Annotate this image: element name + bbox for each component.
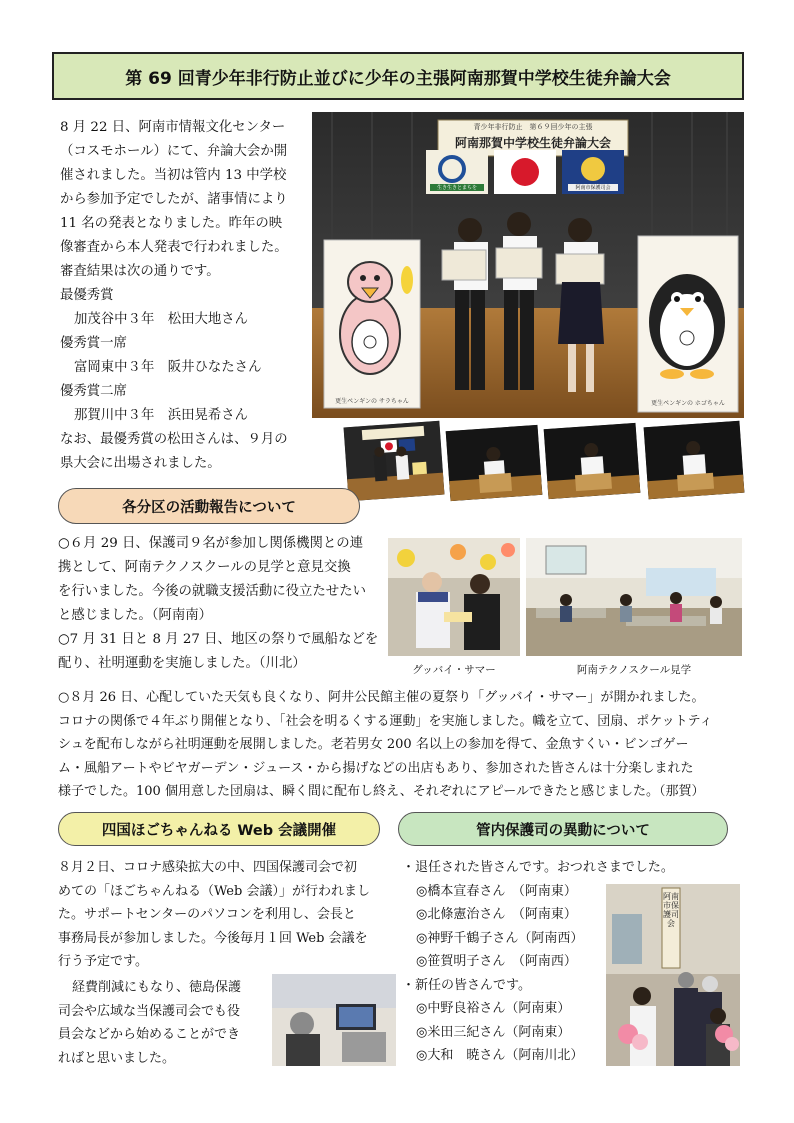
speech-line: から参加予定でしたが、諸事情により <box>60 192 288 207</box>
new-item: ◎大和 暁さん（阿南川北） <box>416 1048 584 1063</box>
speech-line: （コスモホール）にて、弁論大会か開 <box>60 144 288 159</box>
district-items <box>58 532 388 676</box>
award-winner: 那賀川中３年 浜田晃希さん <box>74 408 249 423</box>
web-line2: 員会などから始めることができ <box>58 1027 241 1042</box>
flag-right-text: 阿南市保護司会 <box>575 185 611 191</box>
retired-item: ◎神野千鶴子さん（阿南西） <box>416 930 584 946</box>
district-item3-line: ム・風船アートやビヤガーデン・ジュース・から揚げなどの出店もあり、参加された皆さんは十分楽しまれた <box>58 760 694 776</box>
banner-small-text: 青少年非行防止 第６９回少年の主張 <box>473 123 593 131</box>
web-line: 事務局長が参加しました。今後毎月１回 Web 会議を <box>58 930 368 946</box>
web-article-2 <box>58 976 268 1070</box>
new-intro: ・新任の皆さんです。 <box>402 977 531 993</box>
techno-school-photo <box>526 538 742 656</box>
web-line: た。サポートセンターのパソコンを利用し、会長と <box>58 907 356 922</box>
speaker-photo-1 <box>446 425 543 501</box>
transfer-heading: 管内保護司の異動について <box>398 812 728 846</box>
retired-item: ◎北條憲治さん （阿南東） <box>416 907 577 922</box>
new-item: ◎米田三紀さん（阿南東） <box>416 1024 571 1040</box>
speech-line: 審査結果は次の通りです。 <box>60 264 220 279</box>
web-line2: 司会や広域な当保護司会でも役 <box>58 1003 241 1019</box>
district-item3-line: 様子でした。100 個用意した団扇は、瞬く間に配布し終え、それぞれにアピールできたと感じました。（那賀） <box>58 784 705 799</box>
mascot-left-label: 更生ペンギンの サラちゃん <box>335 398 409 405</box>
flag-left-text: 生き生きとまちを <box>436 185 477 191</box>
retired-item: ◎笹賀明子さん （阿南西） <box>416 954 577 969</box>
district-item2-line: ○7 月 31 日と 8 月 27 日、地区の祭りで風船などを <box>58 632 379 647</box>
retired-intro: ・退任された皆さんです。おつれさまでした。 <box>402 860 674 875</box>
web-line: ８月２日、コロナ感染拡大の中、四国保護司会で初 <box>58 860 358 875</box>
speech-line: なお、最優秀賞の松田さんは、９月の <box>60 432 288 447</box>
stage-photo <box>312 112 744 418</box>
web-heading: 四国ほごちゃんねる Web 会議開催 <box>58 812 380 846</box>
district-heading: 各分区の活動報告について <box>58 488 360 524</box>
banner-big-text: 阿南那賀中学校生徒弁論大会 <box>454 136 611 150</box>
district-item3-line: ○８月 26 日、心配していた天気も良くなり、阿井公民館主催の夏祭り「グッバイ・サマー」が開かれました。 <box>58 690 705 705</box>
speech-line: 県大会に出場されました。 <box>60 456 221 471</box>
speech-line: 催されました。当初は管内 13 中学校 <box>60 168 287 183</box>
district-item1-line: と感じました。（阿南南） <box>58 608 212 623</box>
district-item3-line: シュを配布しながら社明運動を展開しました。老若男女 200 名以上の参加を得て、金魚すくい・ビンゴゲー <box>58 737 689 752</box>
speaker-photo-2 <box>544 423 641 499</box>
photo-sign-text: 阿南市保護司会 <box>663 892 679 928</box>
award-winner: 加茂谷中３年 松田大地さん <box>74 312 249 327</box>
speech-article <box>60 116 310 476</box>
new-item: ◎中野良裕さん（阿南東） <box>416 1001 571 1016</box>
district-item3 <box>58 686 748 804</box>
techno-school-caption: 阿南テクノスクール見学 <box>576 664 692 676</box>
award-label: 最優秀賞 <box>60 288 114 303</box>
district-item1-line: を行いました。今後の就職支援活動に役立たせたい <box>58 584 366 599</box>
retired-item: ◎橋本宣春さん （阿南東） <box>416 883 577 899</box>
speech-line: 11 名の発表となりました。昨年の映 <box>60 216 283 231</box>
web-article <box>58 856 388 974</box>
district-item3-line: コロナの関係で４年ぶり開催となり、「社会を明るくする運動」を実施しました。幟を立て、団扇、ポケットティ <box>58 713 713 729</box>
web-meeting-photo <box>272 974 396 1066</box>
district-item1-line: ○６月 29 日、保護司９名が参加し関係機関との連 <box>58 536 364 551</box>
speaker-photo-3 <box>644 421 745 500</box>
district-item2-line: 配り、社明運動を実施しました。（川北） <box>58 656 306 671</box>
award-winner: 富岡東中３年 阪井ひなたさん <box>74 360 262 375</box>
web-line: めての「ほごちゃんねる（Web 会議）」が行われまし <box>58 883 370 899</box>
district-item1-line: 携として、阿南テクノスクールの見学と意見交換 <box>58 560 351 575</box>
web-line2: ればと思いました。 <box>58 1050 176 1066</box>
award-label: 優秀賞二席 <box>60 384 127 399</box>
award-ceremony-photo <box>344 421 445 502</box>
festival-photo <box>388 538 520 656</box>
web-line2: 経費削減にもなり、徳島保護 <box>72 980 242 995</box>
web-line: 行う予定です。 <box>58 954 148 969</box>
award-label: 優秀賞一席 <box>60 336 127 351</box>
page-title: 第 69 回青少年非行防止並びに少年の主張阿南那賀中学校生徒弁論大会 <box>52 52 744 100</box>
retirement-photo <box>606 884 740 1066</box>
mascot-right-label: 更生ペンギンの ホゴちゃん <box>651 400 725 407</box>
speech-line: 8 月 22 日、阿南市情報文化センター <box>60 120 286 135</box>
festival-caption: グッバイ・サマー <box>412 664 496 676</box>
speech-line: 像審査から本人発表で行われました。 <box>60 240 288 255</box>
